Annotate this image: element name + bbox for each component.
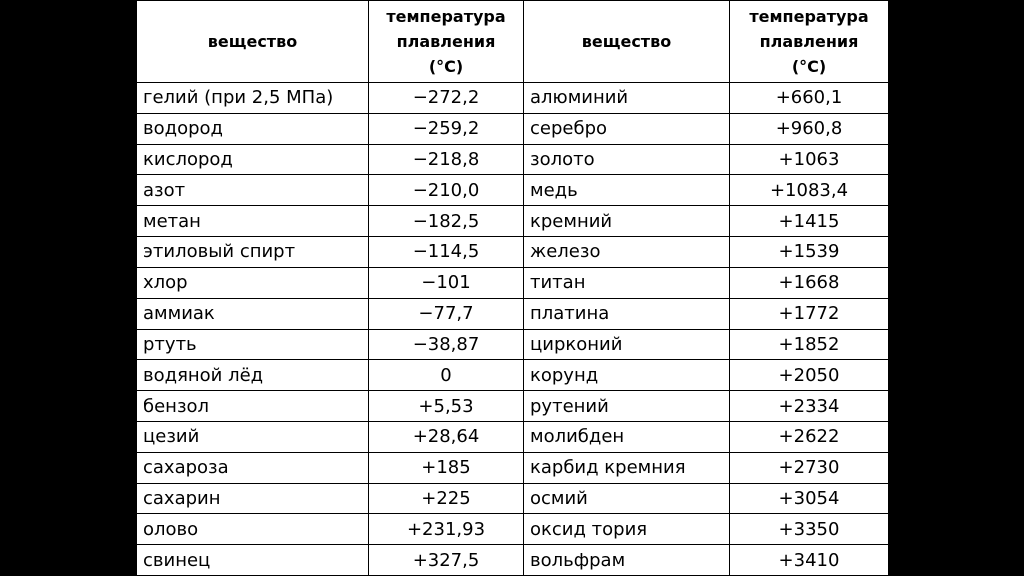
header-temp-line2: плавления (396, 32, 496, 51)
melting-temp-cell: +3350 (730, 514, 889, 545)
substance-name-cell: цирконий (524, 329, 730, 360)
substance-name-cell: азот (137, 175, 369, 206)
melting-temp-cell: +327,5 (369, 545, 524, 576)
melting-temp-cell: −38,87 (369, 329, 524, 360)
melting-temp-cell: +2730 (730, 452, 889, 483)
table-header-row (137, 1, 889, 83)
substance-name-cell: водород (137, 113, 369, 144)
substance-name-cell: титан (524, 267, 730, 298)
substance-name-cell: алюминий (524, 83, 730, 114)
melting-temp-cell: +3410 (730, 545, 889, 576)
table-row (137, 514, 889, 545)
melting-temp-cell: +185 (369, 452, 524, 483)
melting-temp-cell: −77,7 (369, 298, 524, 329)
table-row (137, 421, 889, 452)
substance-name-cell: цезий (137, 421, 369, 452)
melting-temp-cell: +1668 (730, 267, 889, 298)
table-row (137, 83, 889, 114)
substance-name-cell: кремний (524, 206, 730, 237)
melting-temp-cell: +225 (369, 483, 524, 514)
table-row (137, 144, 889, 175)
melting-temp-cell: +2050 (730, 360, 889, 391)
header-substance-left: вещество (137, 1, 369, 83)
melting-temp-cell: +660,1 (730, 83, 889, 114)
melting-temp-cell: +1852 (730, 329, 889, 360)
substance-name-cell: кислород (137, 144, 369, 175)
substance-name-cell: корунд (524, 360, 730, 391)
table-row (137, 298, 889, 329)
substance-name-cell: хлор (137, 267, 369, 298)
header-temp-line1: температура (749, 7, 869, 26)
melting-temp-cell: +1772 (730, 298, 889, 329)
substance-name-cell: олово (137, 514, 369, 545)
melting-temp-cell: −101 (369, 267, 524, 298)
table-row (137, 545, 889, 576)
melting-temp-cell: +1415 (730, 206, 889, 237)
header-temp-line3: (°C) (428, 57, 464, 76)
melting-temp-cell: 0 (369, 360, 524, 391)
table-row (137, 237, 889, 268)
melting-temp-cell: +5,53 (369, 391, 524, 422)
substance-name-cell: серебро (524, 113, 730, 144)
melting-point-table-frame (136, 0, 888, 576)
table-row (137, 113, 889, 144)
melting-temp-cell: +1063 (730, 144, 889, 175)
substance-name-cell: водяной лёд (137, 360, 369, 391)
table-body (137, 83, 889, 576)
substance-name-cell: гелий (при 2,5 МПа) (137, 83, 369, 114)
melting-temp-cell: −182,5 (369, 206, 524, 237)
table-row (137, 206, 889, 237)
substance-name-cell: молибден (524, 421, 730, 452)
melting-temp-cell: −218,8 (369, 144, 524, 175)
melting-temp-cell: −272,2 (369, 83, 524, 114)
substance-name-cell: рутений (524, 391, 730, 422)
header-temp-line3: (°C) (791, 57, 827, 76)
melting-temp-cell: −114,5 (369, 237, 524, 268)
table-row (137, 175, 889, 206)
table-row (137, 483, 889, 514)
melting-temp-cell: +28,64 (369, 421, 524, 452)
header-substance-right: вещество (524, 1, 730, 83)
substance-name-cell: свинец (137, 545, 369, 576)
melting-point-table (136, 0, 889, 576)
substance-name-cell: медь (524, 175, 730, 206)
header-temp-line1: температура (386, 7, 506, 26)
substance-name-cell: железо (524, 237, 730, 268)
melting-temp-cell: +3054 (730, 483, 889, 514)
melting-temp-cell: +231,93 (369, 514, 524, 545)
substance-name-cell: осмий (524, 483, 730, 514)
melting-temp-cell: +1539 (730, 237, 889, 268)
substance-name-cell: аммиак (137, 298, 369, 329)
table-row (137, 329, 889, 360)
melting-temp-cell: −259,2 (369, 113, 524, 144)
melting-temp-cell: −210,0 (369, 175, 524, 206)
header-temp-line2: плавления (759, 32, 859, 51)
table-row (137, 391, 889, 422)
substance-name-cell: сахароза (137, 452, 369, 483)
table-row (137, 452, 889, 483)
substance-name-cell: бензол (137, 391, 369, 422)
substance-name-cell: метан (137, 206, 369, 237)
substance-name-cell: этиловый спирт (137, 237, 369, 268)
substance-name-cell: золото (524, 144, 730, 175)
substance-name-cell: сахарин (137, 483, 369, 514)
table-row (137, 267, 889, 298)
melting-temp-cell: +1083,4 (730, 175, 889, 206)
substance-name-cell: оксид тория (524, 514, 730, 545)
substance-name-cell: ртуть (137, 329, 369, 360)
substance-name-cell: платина (524, 298, 730, 329)
header-melting-temp-right (730, 1, 889, 83)
table-row (137, 360, 889, 391)
substance-name-cell: вольфрам (524, 545, 730, 576)
substance-name-cell: карбид кремния (524, 452, 730, 483)
header-melting-temp-left (369, 1, 524, 83)
melting-temp-cell: +2334 (730, 391, 889, 422)
melting-temp-cell: +2622 (730, 421, 889, 452)
melting-temp-cell: +960,8 (730, 113, 889, 144)
